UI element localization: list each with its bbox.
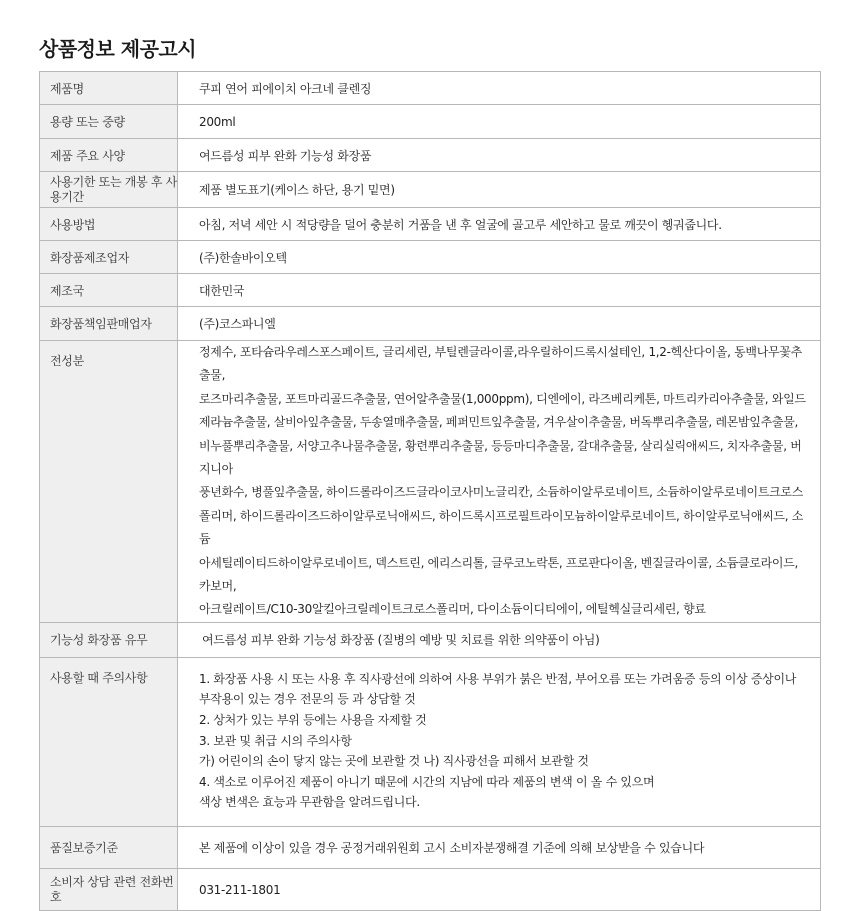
label-seller: 화장품책임판매업자 bbox=[40, 307, 178, 341]
caution-line: 색상 변색은 효능과 무관함을 알려드립니다. bbox=[199, 795, 420, 810]
label-spec: 제품 주요 사양 bbox=[40, 139, 178, 172]
ingredients-line: 비누풀뿌리추출물, 서양고추나물추출물, 황련뿌리추출물, 등등마디추출물, 갈대추출물, 살리실릭애씨드, 치자추출물, 버지니아 bbox=[199, 438, 802, 477]
table-row-cautions bbox=[40, 657, 821, 826]
caution-line: 2. 상처가 있는 부위 등에는 사용을 자제할 것 bbox=[199, 713, 427, 728]
caution-line: 3. 보관 및 취급 시의 주의사항 bbox=[199, 733, 352, 748]
label-functional: 기능성 화장품 유무 bbox=[40, 622, 178, 657]
value-product-name: 쿠피 연어 피에이치 아크네 클렌징 bbox=[178, 72, 821, 105]
value-warranty: 본 제품에 이상이 있을 경우 공정거래위원회 고시 소비자분쟁해결 기준에 의해 보상받을 수 있습니다 bbox=[178, 827, 821, 869]
table-row-seller bbox=[40, 307, 821, 341]
table-row-warranty bbox=[40, 827, 821, 869]
label-volume: 용량 또는 중량 bbox=[40, 105, 178, 139]
value-ingredients bbox=[178, 341, 821, 623]
label-contact: 소비자 상담 관련 전화번호 bbox=[40, 869, 178, 911]
label-usage: 사용방법 bbox=[40, 208, 178, 241]
label-origin: 제조국 bbox=[40, 274, 178, 307]
table-row-spec bbox=[40, 139, 821, 172]
label-manufacturer: 화장품제조업자 bbox=[40, 241, 178, 274]
product-info-table bbox=[39, 71, 821, 911]
ingredients-line: 폴리머, 하이드롤라이즈드하이알루로닉애씨드, 하이드록시프로필트라이모늄하이알루로네이트, 하이알루로닉애씨드, 소듐 bbox=[199, 508, 804, 547]
value-volume: 200ml bbox=[178, 105, 821, 139]
value-functional: 여드름성 피부 완화 기능성 화장품 (질병의 예방 및 치료를 위한 의약품이 아님) bbox=[178, 622, 821, 657]
ingredients-line: 풍년화수, 병풀잎추출물, 하이드롤라이즈드글라이코사미노글리칸, 소듐하이알루로네이트, 소듐하이알루로네이트크로스 bbox=[199, 485, 804, 500]
caution-line: 가) 어린이의 손이 닿지 않는 곳에 보관할 것 나) 직사광선을 피해서 보관할 것 bbox=[199, 754, 589, 769]
label-cautions: 사용할 때 주의사항 bbox=[40, 657, 178, 826]
caution-line: 부작용이 있는 경우 전문의 등 과 상담할 것 bbox=[199, 692, 416, 707]
label-product-name: 제품명 bbox=[40, 72, 178, 105]
value-contact: 031-211-1801 bbox=[178, 869, 821, 911]
page-title: 상품정보 제공고시 bbox=[39, 37, 197, 61]
label-expiry: 사용기한 또는 개봉 후 사용기간 bbox=[40, 172, 178, 208]
caution-line: 1. 화장품 사용 시 또는 사용 후 직사광선에 의하여 사용 부위가 붉은 반점, 부어오름 또는 가려움증 등의 이상 증상이나 bbox=[199, 671, 797, 686]
ingredients-line: 정제수, 포타슘라우레스포스페이트, 글리세린, 부틸렌글라이콜,라우릴하이드록시설테인, 1,2-헥산다이올, 동백나무꽃추출물, bbox=[199, 345, 802, 383]
table-row-product-name bbox=[40, 72, 821, 105]
ingredients-line: 아크릴레이트/C10-30알킬아크릴레이트크로스폴리머, 다이소듐이디티에이, 에틸헥실글리세린, 향료 bbox=[199, 602, 706, 617]
value-expiry: 제품 별도표기(케이스 하단, 용기 밑면) bbox=[178, 172, 821, 208]
value-usage: 아침, 저녁 세안 시 적당량을 덜어 충분히 거품을 낸 후 얼굴에 골고루 세안하고 물로 깨끗이 헹궈줍니다. bbox=[178, 208, 821, 241]
table-row-usage bbox=[40, 208, 821, 241]
table-row-volume bbox=[40, 105, 821, 139]
table-row-functional bbox=[40, 622, 821, 657]
value-spec: 여드름성 피부 완화 기능성 화장품 bbox=[178, 139, 821, 172]
value-origin: 대한민국 bbox=[178, 274, 821, 307]
table-row-expiry bbox=[40, 172, 821, 208]
value-manufacturer: (주)한솔바이오텍 bbox=[178, 241, 821, 274]
table-row-origin bbox=[40, 274, 821, 307]
table-row-manufacturer bbox=[40, 241, 821, 274]
ingredients-line: 제라늄추출물, 살비아잎추출물, 두송열매추출물, 페퍼민트잎추출물, 겨우살이추출물, 버독뿌리추출물, 레몬밤잎추출물, bbox=[199, 415, 799, 430]
value-cautions bbox=[178, 657, 821, 826]
table-row-contact bbox=[40, 869, 821, 911]
ingredients-line: 아세틸레이티드하이알루로네이트, 덱스트린, 에리스리톨, 글루코노락톤, 프로판다이올, 벤질글라이콜, 소듐클로라이드, 카보머, bbox=[199, 555, 799, 594]
ingredients-line: 로즈마리추출물, 포트마리골드추출물, 연어알추출물(1,000ppm), 디엔에이, 라즈베리케톤, 마트리카리아추출물, 와일드 bbox=[199, 391, 806, 406]
caution-line: 4. 색소로 이루어진 제품이 아니기 때문에 시간의 지남에 따라 제품의 변색 이 올 수 있으며 bbox=[199, 774, 655, 789]
value-seller: (주)코스파니엘 bbox=[178, 307, 821, 341]
table-row-ingredients bbox=[40, 341, 821, 623]
label-ingredients: 전성분 bbox=[40, 341, 178, 623]
label-warranty: 품질보증기준 bbox=[40, 827, 178, 869]
